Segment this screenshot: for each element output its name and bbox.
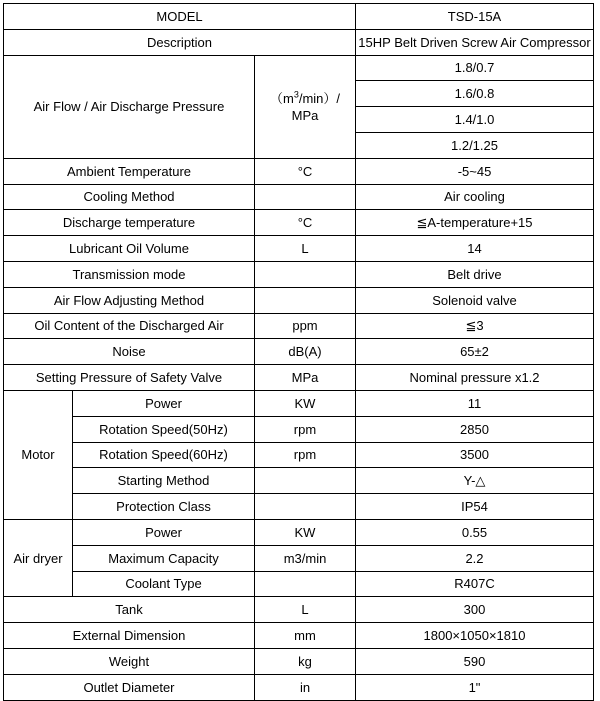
spec-unit [255, 184, 356, 210]
spec-value: ≦3 [356, 313, 594, 339]
spec-unit: L [255, 597, 356, 623]
spec-unit: °C [255, 210, 356, 236]
spec-unit [255, 261, 356, 287]
motor-row [4, 442, 594, 468]
spec-value: 2850 [356, 416, 594, 442]
spec-unit: KW [255, 390, 356, 416]
motor-row [4, 468, 594, 494]
table-row [4, 365, 594, 391]
air-flow-value: 1.8/0.7 [356, 55, 594, 81]
spec-value: -5~45 [356, 158, 594, 184]
spec-unit: L [255, 236, 356, 262]
spec-label: Coolant Type [73, 571, 255, 597]
spec-label: Discharge temperature [4, 210, 255, 236]
spec-label: Outlet Diameter [4, 674, 255, 700]
spec-label: Weight [4, 648, 255, 674]
spec-unit: MPa [255, 365, 356, 391]
spec-value: R407C [356, 571, 594, 597]
spec-value: 1800×1050×1810 [356, 623, 594, 649]
motor-group-label: Motor [4, 390, 73, 519]
air-flow-unit [255, 55, 356, 158]
spec-value: 2.2 [356, 545, 594, 571]
spec-unit: KW [255, 519, 356, 545]
air-dryer-row [4, 545, 594, 571]
spec-value: 590 [356, 648, 594, 674]
spec-value: 11 [356, 390, 594, 416]
spec-label: Transmission mode [4, 261, 255, 287]
spec-value: Solenoid valve [356, 287, 594, 313]
spec-label: Setting Pressure of Safety Valve [4, 365, 255, 391]
air-flow-label: Air Flow / Air Discharge Pressure [4, 55, 255, 158]
spec-unit [255, 494, 356, 520]
spec-unit: rpm [255, 442, 356, 468]
spec-label: Ambient Temperature [4, 158, 255, 184]
model-value: TSD-15A [356, 4, 594, 30]
air-flow-unit-line2: MPa [291, 107, 319, 123]
table-row [4, 597, 594, 623]
spec-value: 0.55 [356, 519, 594, 545]
air-dryer-group-label: Air dryer [4, 519, 73, 596]
row-description [4, 29, 594, 55]
table-row [4, 261, 594, 287]
table-row [4, 648, 594, 674]
spec-value: Nominal pressure x1.2 [356, 365, 594, 391]
model-label: MODEL [4, 4, 356, 30]
spec-unit: mm [255, 623, 356, 649]
spec-unit: rpm [255, 416, 356, 442]
spec-value: Air cooling [356, 184, 594, 210]
spec-unit: dB(A) [255, 339, 356, 365]
spec-label: Power [73, 390, 255, 416]
spec-label: Air Flow Adjusting Method [4, 287, 255, 313]
spec-value: 3500 [356, 442, 594, 468]
spec-label: Rotation Speed(50Hz) [73, 416, 255, 442]
spec-value: ≦A-temperature+15 [356, 210, 594, 236]
air-dryer-row [4, 519, 594, 545]
spec-label: Cooling Method [4, 184, 255, 210]
spec-value: 1" [356, 674, 594, 700]
table-row [4, 313, 594, 339]
motor-row [4, 416, 594, 442]
spec-value: IP54 [356, 494, 594, 520]
air-flow-unit-post: /min）/ [298, 90, 341, 106]
spec-label: Maximum Capacity [73, 545, 255, 571]
spec-label: Starting Method [73, 468, 255, 494]
spec-unit: °C [255, 158, 356, 184]
spec-label: Oil Content of the Discharged Air [4, 313, 255, 339]
spec-label: External Dimension [4, 623, 255, 649]
spec-unit [255, 287, 356, 313]
spec-value: 14 [356, 236, 594, 262]
air-flow-unit-pre: （m [269, 90, 294, 106]
spec-unit [255, 571, 356, 597]
table-row [4, 623, 594, 649]
table-row [4, 184, 594, 210]
motor-row [4, 494, 594, 520]
spec-label: Protection Class [73, 494, 255, 520]
table-row [4, 210, 594, 236]
description-value: 15HP Belt Driven Screw Air Compressor [356, 29, 594, 55]
spec-unit [255, 468, 356, 494]
spec-label: Tank [4, 597, 255, 623]
spec-value: 300 [356, 597, 594, 623]
spec-label: Power [73, 519, 255, 545]
table-row [4, 674, 594, 700]
air-flow-value: 1.4/1.0 [356, 107, 594, 133]
spec-table [3, 3, 594, 701]
motor-row [4, 390, 594, 416]
table-row [4, 339, 594, 365]
row-air-flow [4, 55, 594, 81]
row-model [4, 4, 594, 30]
spec-label: Rotation Speed(60Hz) [73, 442, 255, 468]
table-row [4, 158, 594, 184]
air-flow-value: 1.2/1.25 [356, 132, 594, 158]
spec-value: Belt drive [356, 261, 594, 287]
table-row [4, 236, 594, 262]
spec-unit: m3/min [255, 545, 356, 571]
spec-unit: in [255, 674, 356, 700]
spec-value: Y-△ [356, 468, 594, 494]
air-flow-unit-sup: 3 [293, 89, 299, 100]
spec-label: Lubricant Oil Volume [4, 236, 255, 262]
spec-unit: kg [255, 648, 356, 674]
description-label: Description [4, 29, 356, 55]
table-row [4, 287, 594, 313]
spec-label: Noise [4, 339, 255, 365]
spec-value: 65±2 [356, 339, 594, 365]
air-dryer-row [4, 571, 594, 597]
air-flow-value: 1.6/0.8 [356, 81, 594, 107]
spec-unit: ppm [255, 313, 356, 339]
